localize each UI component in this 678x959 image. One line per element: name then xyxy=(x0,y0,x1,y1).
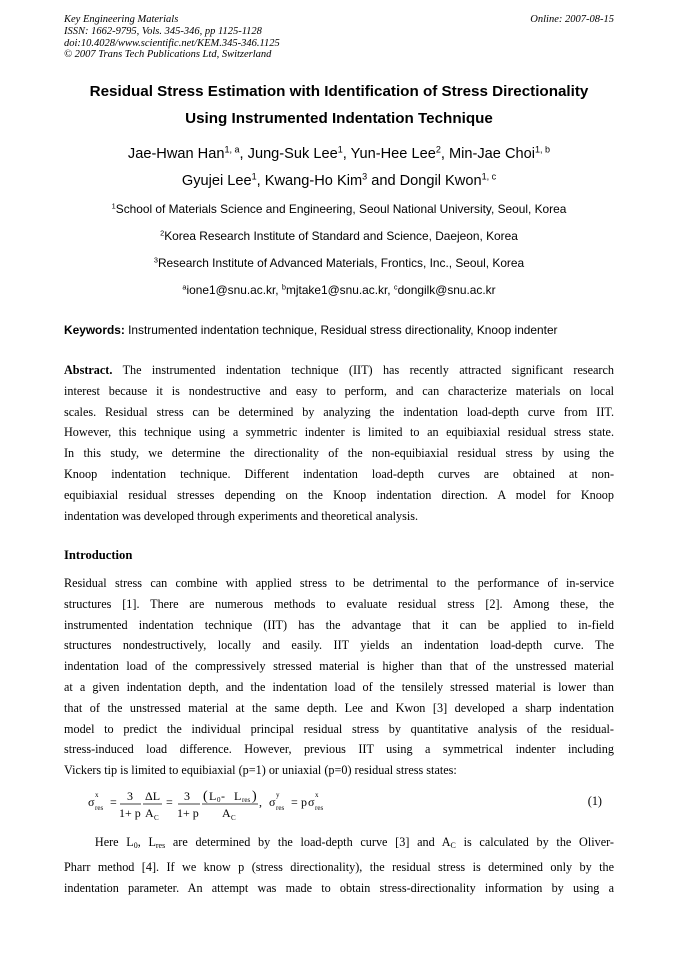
t: 0 xyxy=(133,840,138,850)
author-sup: 2 xyxy=(435,144,441,155)
author: Min-Jae Choi xyxy=(448,146,535,162)
intro-line: instrumented indentation technique (IIT) has the advantage that it can be applied to in-field xyxy=(64,617,614,632)
abstract-label: Abstract. xyxy=(64,363,113,377)
eq-minus: - xyxy=(221,789,225,803)
intro-line: structures nondestructively, locally and easily. IIT yields an indentation load-depth curve. The xyxy=(64,638,614,653)
abstract-line: However, this technique using a symmetric indenter is limited to an equibiaxial residual stress state. xyxy=(64,425,614,440)
author-list xyxy=(40,141,638,195)
keywords-text: Instrumented indentation technique, Residual stress directionality, Knoop indenter xyxy=(124,323,558,337)
equation-number: (1) xyxy=(587,794,602,808)
eq-deltaL: ΔL xyxy=(145,789,161,803)
t: C xyxy=(450,840,456,850)
author: Jung-Suk Lee xyxy=(247,146,338,162)
t: res xyxy=(155,840,166,850)
journal-name: Key Engineering Materials xyxy=(64,14,179,25)
email-a[interactable]: ione1@snu.ac.kr, xyxy=(186,283,282,297)
intro-line: that of the unstressed material at the same depth. Lee and Kwon [3] developed a sharp indentation xyxy=(64,700,614,715)
author-sup: 1 xyxy=(337,144,343,155)
eq-three: 3 xyxy=(184,789,190,803)
intro-line: stress-induced load difference. However, previous IIT using a symmetrical indenter including xyxy=(64,742,614,757)
intro-line: structures [1]. There are numerous methods to evaluate residual stress [2]. Among these, the xyxy=(64,596,614,611)
intro-line: indentation load of the compressively stressed material is higher than that of the unstressed material xyxy=(64,659,614,674)
abstract-line: scales. Residual stress can be determined by analyzing the indentation load-depth curve from IIT. xyxy=(64,404,614,419)
abstract-line: In this study, we determine the directionality of the non-equibiaxial residual stress by using the xyxy=(64,446,614,461)
author: Yun-Hee Lee xyxy=(350,146,436,162)
equation-graphic xyxy=(88,784,348,824)
aff-sup: 2 xyxy=(160,228,165,238)
author-sup: 1, c xyxy=(481,171,497,182)
title-line-1: Residual Stress Estimation with Identification of Stress Directionality xyxy=(89,83,589,100)
affiliation-1 xyxy=(40,202,638,216)
body-after-equation xyxy=(64,832,614,898)
t: Here L xyxy=(94,835,134,849)
eq-sub-res: res xyxy=(276,804,285,812)
doi: doi:10.4028/www.scientific.net/KEM.345-346.1125 xyxy=(64,37,280,49)
email-b[interactable]: mjtake1@snu.ac.kr, xyxy=(285,283,394,297)
eq-sub-C: C xyxy=(231,814,236,822)
author-sup: 1, a xyxy=(224,144,240,155)
eq-equals: = xyxy=(291,795,298,809)
online-date: Online: 2007-08-15 xyxy=(530,14,614,25)
aff-text: School of Materials Science and Engineering, Seoul National University, Seoul, Korea xyxy=(115,202,567,216)
sep: , xyxy=(239,146,248,162)
eq-A: A xyxy=(145,806,154,820)
aff-text: Korea Research Institute of Standard and Science, Daejeon, Korea xyxy=(164,229,518,243)
email-c[interactable]: dongilk@snu.ac.kr xyxy=(397,283,496,297)
t: is calculated by the Oliver- xyxy=(455,835,614,849)
abstract-line: Knoop indentation technique. Different indentation load-depth curves are obtained at non- xyxy=(64,466,614,481)
eq-sub-res: res xyxy=(95,804,104,812)
email-sup: c xyxy=(393,282,398,292)
copyright: © 2007 Trans Tech Publications Ltd, Switzerland xyxy=(64,49,272,61)
eq-equals: = xyxy=(110,795,117,809)
introduction-body xyxy=(64,573,614,781)
sep: , xyxy=(440,146,449,162)
abstract-line: indentation was developed through experiments and theoretical analysis. xyxy=(64,508,419,523)
eq-paren-close: ) xyxy=(252,789,257,804)
keywords xyxy=(64,323,614,337)
eq-equals: = xyxy=(166,795,173,809)
eq-sup-x: x xyxy=(95,791,99,799)
paper-title xyxy=(40,79,638,132)
eq-onep: 1+ p xyxy=(119,806,141,820)
eq-onep: 1+ p xyxy=(177,806,199,820)
author: Dongil Kwon xyxy=(399,173,482,189)
intro-line: Vickers tip is limited to equibiaxial (p=1) or uniaxial (p=0) residual stress states: xyxy=(64,763,457,778)
eq-paren-open: ( xyxy=(203,789,208,804)
abstract xyxy=(64,360,614,526)
author: Jae-Hwan Han xyxy=(127,146,225,162)
keywords-label: Keywords: xyxy=(64,323,125,337)
body-line: indentation parameter. An attempt was made to obtain stress-directionality information by using a xyxy=(64,880,614,895)
author-sup: 3 xyxy=(362,171,368,182)
aff-sup: 3 xyxy=(153,255,158,265)
aff-sup: 1 xyxy=(111,201,116,211)
email-sup: a xyxy=(182,282,187,292)
abstract-line: equibiaxial residual stresses depending on the Knoop indentation direction. A model for Knoop xyxy=(64,487,614,502)
intro-line: Residual stress can combine with applied stress to be detrimental to the performance of in-service xyxy=(64,576,614,590)
aff-text: Research Institute of Advanced Materials, Frontics, Inc., Seoul, Korea xyxy=(157,256,525,270)
abstract-text: The instrumented indentation technique (IIT) has recently attracted significant research xyxy=(112,363,614,377)
eq-sub-C: C xyxy=(154,814,159,822)
eq-L0: L xyxy=(209,789,217,803)
author: Kwang-Ho Kim xyxy=(264,173,363,189)
author-sup: 1, b xyxy=(534,144,551,155)
abstract-line xyxy=(64,360,614,381)
eq-sub-res: res xyxy=(242,796,251,804)
and: and xyxy=(367,173,400,189)
eq-three: 3 xyxy=(127,789,133,803)
intro-line: model to predict the individual principal residual stress by quantitative analysis of the residual- xyxy=(64,721,614,736)
t: are determined by the load-depth curve [3] and A xyxy=(165,835,451,849)
abstract-line: interest because it is nondestructive and easy to perform, and can characterize materials on local xyxy=(64,383,614,398)
body-line xyxy=(64,832,614,857)
issn: ISSN: 1662-9795, Vols. 345-346, pp 1125-1128 xyxy=(64,25,262,37)
eq-sigma: σ xyxy=(269,795,276,809)
t: , L xyxy=(137,835,156,849)
author-line-2 xyxy=(40,168,638,195)
eq-sub-res: res xyxy=(315,804,324,812)
equation-1 xyxy=(88,784,614,824)
affiliation-3 xyxy=(40,256,638,270)
eq-sigma: σ xyxy=(308,795,315,809)
eq-sub-0: 0 xyxy=(217,796,221,804)
sep: , xyxy=(256,173,265,189)
eq-comma: , xyxy=(259,795,262,809)
author: Gyujei Lee xyxy=(181,173,252,189)
body-line: Pharr method [4]. If we know p (stress directionality), the residual stress is determined only by the xyxy=(64,859,614,874)
affiliation-2 xyxy=(40,229,638,243)
sep: , xyxy=(342,146,351,162)
intro-line: at a given indentation depth, and the indentation load of the tensilely stressed material is lower than xyxy=(64,679,614,694)
email-sup: b xyxy=(281,282,286,292)
running-header xyxy=(64,14,614,61)
eq-sup-y: y xyxy=(276,791,280,799)
eq-p: p xyxy=(301,795,307,809)
title-line-2: Using Instrumented Indentation Technique xyxy=(185,109,493,127)
author-emails xyxy=(40,283,638,297)
eq-A: A xyxy=(222,806,231,820)
section-heading-introduction: Introduction xyxy=(64,548,133,562)
eq-Lres: L xyxy=(234,789,242,803)
author-sup: 1 xyxy=(251,171,257,182)
eq-sigma: σ xyxy=(88,795,95,809)
author-line-1 xyxy=(40,141,638,168)
eq-sup-x: x xyxy=(315,791,319,799)
